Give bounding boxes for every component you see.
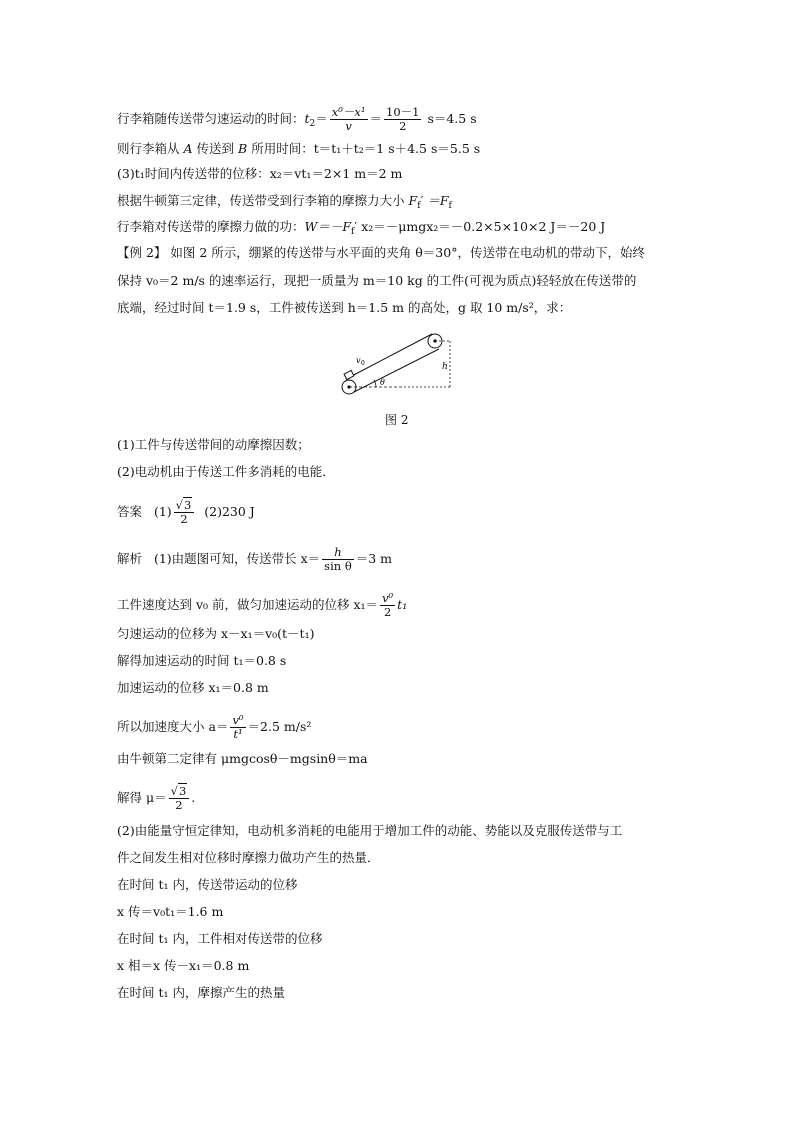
conveyor-figure bbox=[336, 332, 466, 402]
line-total-time bbox=[117, 141, 480, 157]
text: t₁ bbox=[397, 597, 408, 612]
solution-line-10: 件之间发生相对位移时摩擦力做功产生的热量． bbox=[117, 850, 380, 865]
solution-line-14: x 相＝x 传－x₁＝0.8 m bbox=[117, 958, 250, 973]
denominator: 2 bbox=[399, 119, 407, 133]
line-third-law bbox=[117, 193, 452, 214]
solution-line-6 bbox=[117, 714, 311, 741]
subscript: f bbox=[351, 227, 355, 237]
solution-line-4: 解得加速运动的时间 t₁＝0.8 s bbox=[117, 653, 287, 668]
denominator: t¹ bbox=[233, 727, 243, 741]
point-b: B bbox=[238, 141, 248, 156]
solution-line-3: 匀速运动的位移为 x－x₁＝v₀(t－t₁) bbox=[117, 626, 315, 641]
fraction bbox=[330, 106, 368, 133]
text: 解得 μ＝ bbox=[117, 790, 167, 805]
solution-line-9: (2)由能量守恒定律知，电动机多消耗的电能用于增加工件的动能、势能以及克服传送带与工 bbox=[117, 823, 623, 838]
line-friction-work bbox=[117, 219, 605, 240]
solution-line-5: 加速运动的位移 x₁＝0.8 m bbox=[117, 680, 269, 695]
numerator: h bbox=[322, 546, 354, 560]
numerator: √3 bbox=[174, 499, 195, 513]
numerator: v⁰ bbox=[232, 713, 244, 727]
text: (1)由题图可知，传送带长 x＝ bbox=[153, 551, 321, 566]
subscript: 2 bbox=[309, 119, 316, 129]
equals: ＝ bbox=[369, 111, 383, 126]
line-time-uniform bbox=[117, 106, 477, 133]
solution-line-15: 在时间 t₁ 内，摩擦产生的热量 bbox=[117, 985, 285, 1000]
solution-line-7: 由牛顿第二定律有 μmgcosθ－mgsinθ＝ma bbox=[117, 751, 368, 766]
text: 传送到 bbox=[196, 141, 235, 156]
denominator: sin θ bbox=[324, 559, 352, 573]
solution-label: 解析 bbox=[117, 551, 143, 566]
numerator: 10－1 bbox=[386, 105, 420, 119]
text: ＝2.5 m/s² bbox=[247, 719, 312, 734]
denominator: 2 bbox=[175, 798, 183, 812]
label-theta: θ bbox=[380, 378, 385, 387]
fraction bbox=[169, 785, 190, 812]
denominator: v bbox=[345, 119, 352, 133]
solution-line-8 bbox=[117, 785, 195, 812]
answer-label: 答案 bbox=[117, 504, 143, 519]
numerator: v⁰ bbox=[382, 591, 394, 605]
figure-caption: 图 2 bbox=[385, 413, 409, 427]
solution-line-13: 在时间 t₁ 内，工件相对传送带的位移 bbox=[117, 931, 323, 946]
fraction bbox=[230, 714, 245, 741]
text: ＝3 m bbox=[355, 551, 393, 566]
text: . bbox=[191, 790, 196, 805]
subscript: f bbox=[417, 201, 421, 211]
solution-line-1 bbox=[117, 546, 392, 573]
var: t bbox=[304, 111, 310, 126]
fraction bbox=[384, 106, 421, 133]
solution-line-11: 在时间 t₁ 内，传送带运动的位移 bbox=[117, 877, 298, 892]
question-1: (1)工件与传送带间的动摩擦因数； bbox=[117, 437, 310, 452]
fraction bbox=[322, 546, 354, 573]
text: 行李箱对传送带的摩擦力做的功： bbox=[117, 219, 305, 234]
text: (2)230 J bbox=[204, 504, 255, 519]
text: 工件速度达到 v₀ 前，做匀加速运动的位移 x₁＝ bbox=[117, 597, 379, 612]
point-a: A bbox=[183, 141, 193, 156]
text: 则行李箱从 bbox=[117, 141, 180, 156]
formula: ′ ＝F bbox=[420, 193, 449, 208]
line-example-2 bbox=[117, 245, 645, 261]
label-v-sub: 0 bbox=[361, 360, 365, 367]
answer-line bbox=[117, 499, 255, 526]
belt-bottom-line bbox=[352, 349, 439, 393]
text: 行李箱随传送带匀速运动的时间： bbox=[117, 111, 305, 126]
formula: F bbox=[408, 193, 418, 208]
solution-line-2 bbox=[117, 592, 407, 619]
solution-line-12: x 传＝v₀t₁＝1.6 m bbox=[117, 904, 224, 919]
text: 如图 2 所示，绷紧的传送带与水平面的夹角 θ＝30°，传送带在电动机的带动下，始终 bbox=[166, 245, 645, 260]
denominator: 2 bbox=[180, 512, 188, 526]
fraction bbox=[380, 592, 395, 619]
label-v: v bbox=[356, 356, 361, 365]
fraction bbox=[174, 499, 195, 526]
line-belt-displacement: (3)t₁时间内传送带的位移：x₂＝vt₁＝2×1 m＝2 m bbox=[117, 166, 403, 181]
denominator: 2 bbox=[383, 605, 392, 619]
subscript: f bbox=[448, 201, 452, 211]
text: s＝4.5 s bbox=[423, 111, 477, 126]
formula: W＝－F bbox=[304, 219, 352, 234]
numerator: √3 bbox=[169, 785, 190, 799]
text: 根据牛顿第三定律，传送带受到行李箱的摩擦力大小 bbox=[117, 193, 405, 208]
formula: ′ x₂＝－μmgx₂＝－0.2×5×10×2 J＝－20 J bbox=[354, 219, 606, 234]
workpiece-block bbox=[344, 370, 354, 379]
example-tag: 【例 2】 bbox=[117, 245, 167, 260]
text: 所用时间： bbox=[251, 141, 314, 156]
text: (1) bbox=[153, 504, 172, 519]
line-example-2-cont1: 保持 v₀＝2 m/s 的速率运行，现把一质量为 m＝10 kg 的工件(可视为质点)轻轻放在传送带的 bbox=[117, 273, 637, 288]
formula: t＝t₁＋t₂＝1 s＋4.5 s＝5.5 s bbox=[313, 141, 481, 156]
label-h: h bbox=[442, 362, 448, 372]
line-example-2-cont2: 底端，经过时间 t＝1.9 s，工件被传送到 h＝1.5 m 的高处，g 取 10 m/s²，求： bbox=[117, 300, 572, 315]
question-2: (2)电动机由于传送工件多消耗的电能． bbox=[117, 464, 335, 479]
numerator: x⁰－x¹ bbox=[331, 105, 366, 119]
text: 所以加速度大小 a＝ bbox=[117, 719, 229, 734]
equals: ＝ bbox=[315, 111, 328, 126]
